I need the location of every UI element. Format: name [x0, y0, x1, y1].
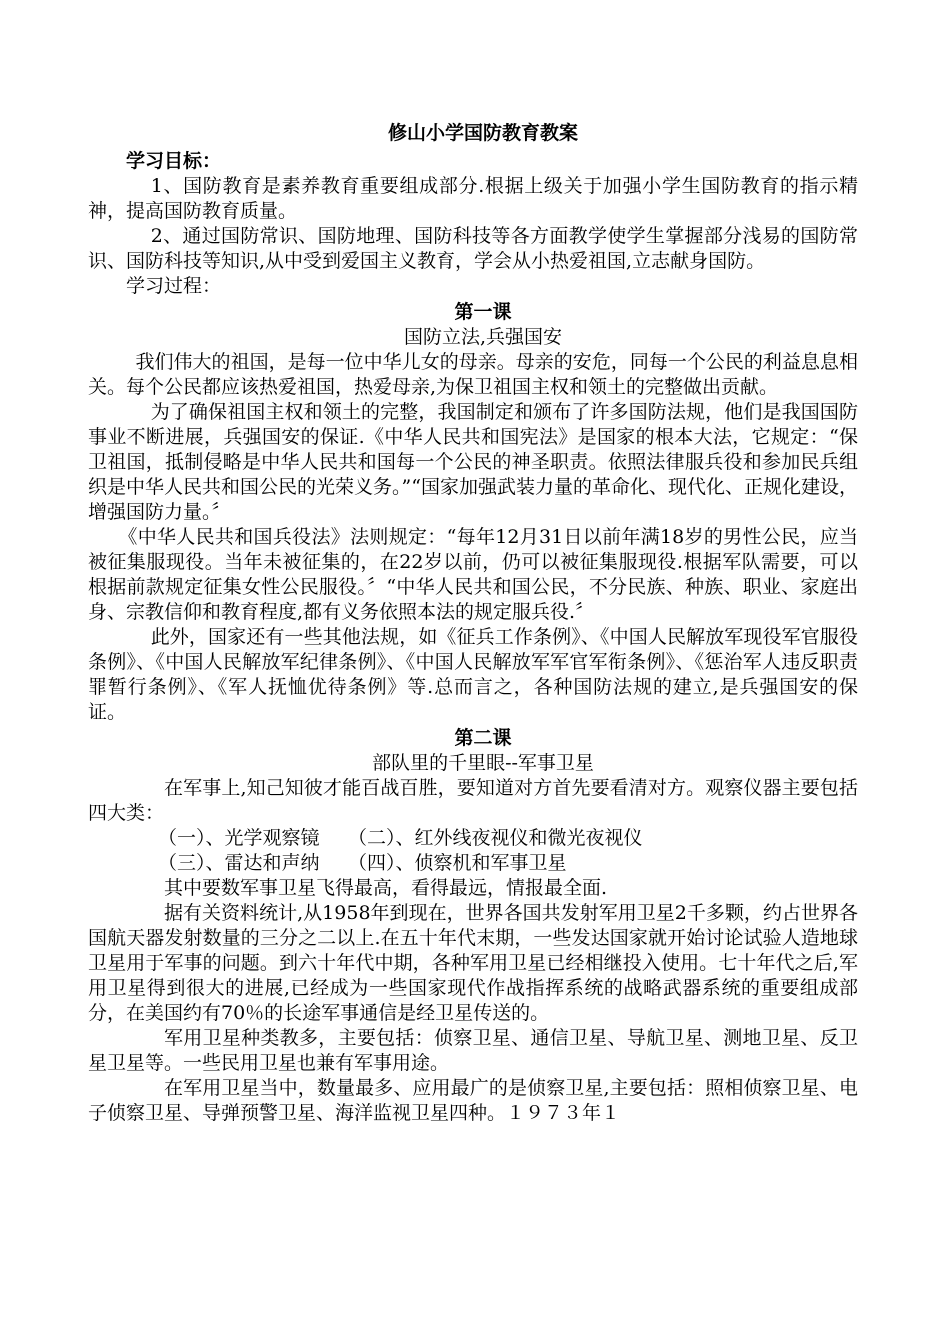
lesson2-subtitle: 部队里的千里眼--军事卫星 [372, 752, 594, 774]
lesson2-list-row: （一）、光学观察镜 （二）、红外线夜视仪和微光夜视仪 [158, 827, 643, 849]
lesson2-paragraph: 在军用卫星当中，数量最多、应用最广的是侦察卫星,主要包括：照相侦察卫星、电子侦察卫星、导弹预警卫星、海洋监视卫星四种。１９７３年１ [88, 1077, 858, 1124]
objectives-heading: 学习目标： [126, 150, 222, 172]
lesson1-subtitle: 国防立法,兵强国安 [403, 326, 563, 348]
lesson1-paragraph: 此外，国家还有一些其他法规，如《征兵工作条例》、《中国人民解放军现役军官服役条例》、《中国人民解放军纪律条例》、《中国人民解放军军官军衔条例》、《惩治军人违反职责罪暂行条例》、《军人抚恤优待条例》等.总而言之，各种国防法规的建立,是兵强国安的保证。 [88, 626, 858, 723]
process-heading: 学习过程： [126, 275, 222, 297]
lesson2-paragraph: 其中要数军事卫星飞得最高，看得最远，情报最全面. [164, 877, 608, 899]
lesson1-title: 第一课 [454, 301, 512, 323]
lesson1-paragraph: 为了确保祖国主权和领土的完整，我国制定和颁布了许多国防法规，他们是我国国防事业不断进展，兵强国安的保证.《中华人民共和国宪法》是国家的根本大法，它规定：“保卫祖国，抵制侵略是中华人民共和国每一个公民的神圣职责。依照法律服兵役和参加民兵组织是中华人民共和国公民的光荣义务。”“国家加强武装力量的革命化、现代化、正规化建设，增强国防力量。〞 [88, 401, 858, 523]
lesson2-paragraph: 军用卫星种类教多，主要包括：侦察卫星、通信卫星、导航卫星、测地卫星、反卫星卫星等。一些民用卫星也兼有军事用途。 [88, 1027, 858, 1074]
document-title: 修山小学国防教育教案 [387, 122, 578, 144]
lesson1-paragraph: 我们伟大的祖国，是每一位中华儿女的母亲。母亲的安危，同每一个公民的利益息息相关。每个公民都应该热爱祖国，热爱母亲,为保卫祖国主权和领土的完整做出贡献。 [88, 351, 858, 398]
lesson1-paragraph: 《中华人民共和国兵役法》法则规定：“每年12月31日以前年满18岁的男性公民，应当被征集服现役。当年未被征集的，在22岁以前，仍可以被征集服现役.根据军队需要，可以根据前款规定征集女性公民服役。〞“中华人民共和国公民，不分民族、种族、职业、家庭出身、宗教信仰和教育程度,都有义务依照本法的规定服兵役.〞 [88, 526, 858, 623]
lesson2-intro: 在军事上,知己知彼才能百战百胜，要知道对方首先要看清对方。观察仪器主要包括四大类： [88, 777, 858, 824]
lesson2-paragraph: 据有关资料统计,从1958年到现在，世界各国共发射军用卫星2千多颗，约占世界各国航天器发射数量的三分之二以上.在五十年代末期，一些发达国家就开始讨论试验人造地球卫星用于军事的问题。到六十年代中期，各种军用卫星已经相继投入使用。七十年代之后,军用卫星得到很大的进展,已经成为一些国家现代作战指挥系统的战略武器系统的重要组成部分，在美国约有70％的长途军事通信是经卫星传送的。 [88, 902, 858, 1024]
lesson2-title: 第二课 [454, 727, 512, 749]
objective-item: 1、国防教育是素养教育重要组成部分.根据上级关于加强小学生国防教育的指示精神，提高国防教育质量。 [88, 175, 858, 222]
lesson2-list-row: （三）、雷达和声纳 （四）、侦察机和军事卫星 [158, 852, 567, 874]
objective-item: 2、通过国防常识、国防地理、国防科技等各方面教学使学生掌握部分浅易的国防常识、国防科技等知识,从中受到爱国主义教育，学会从小热爱祖国,立志献身国防。 [88, 225, 858, 272]
